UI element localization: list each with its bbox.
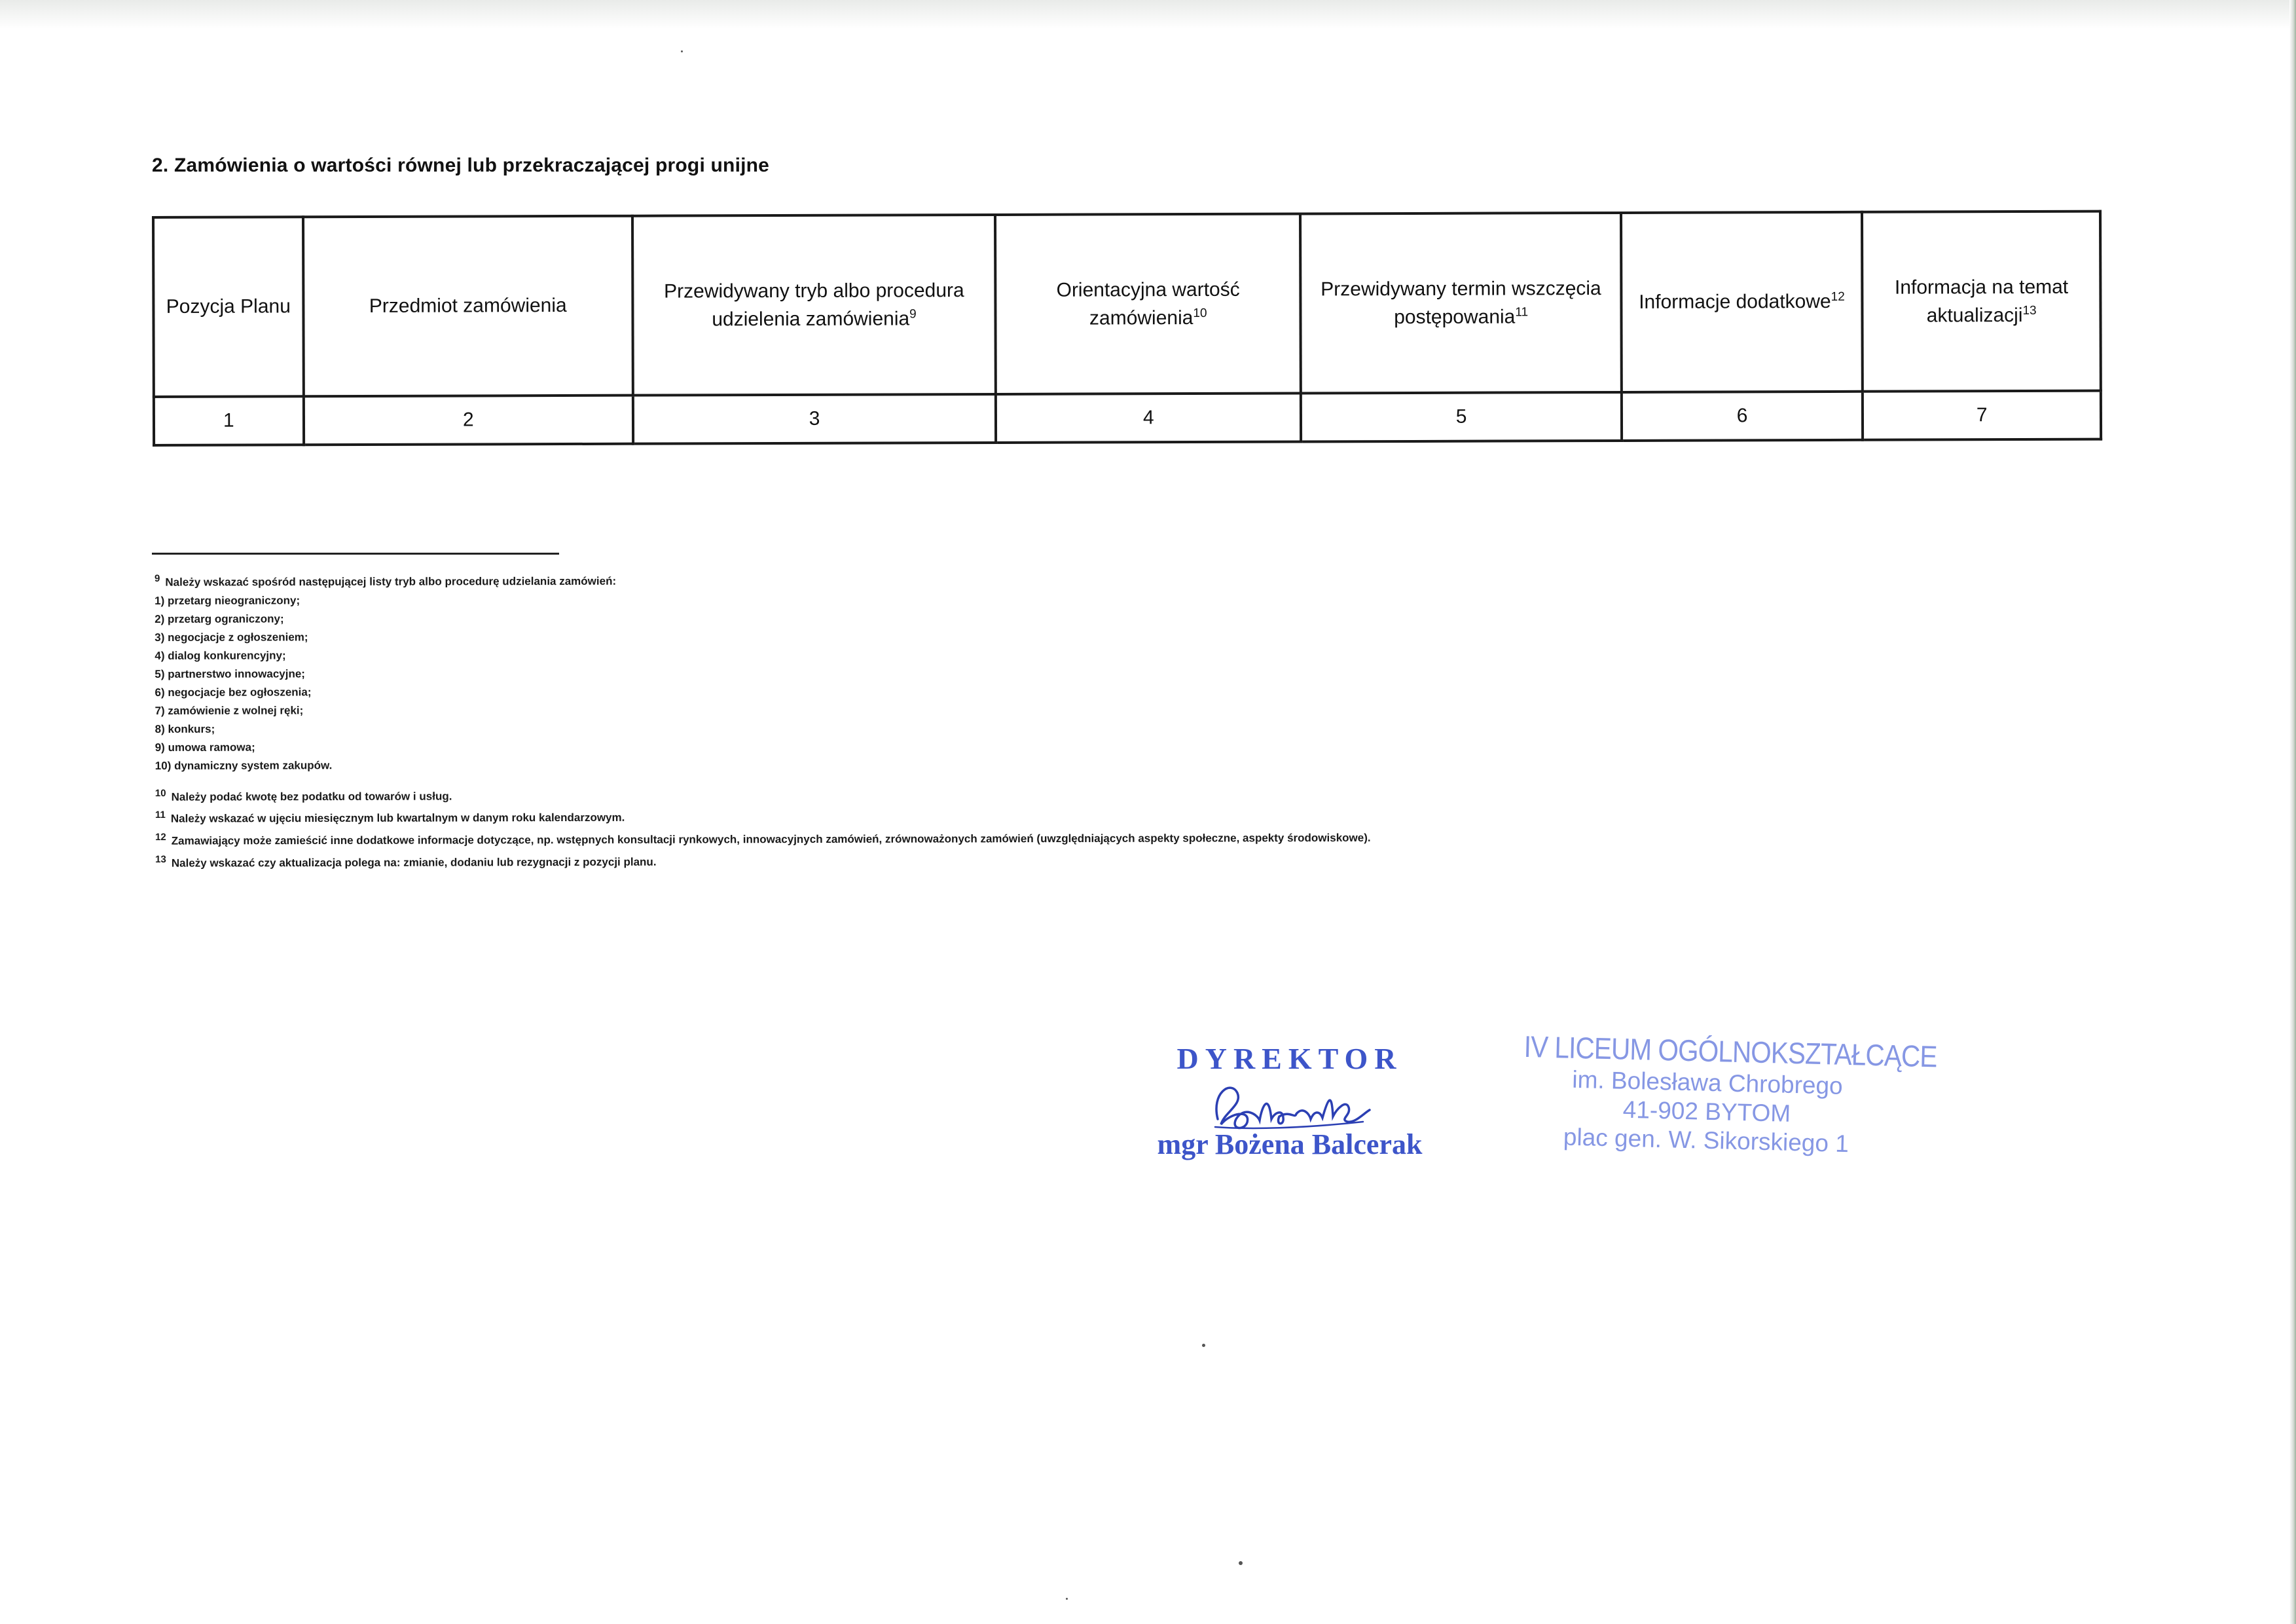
scan-speck: [681, 50, 683, 52]
list-item: 6) negocjacje bez ogłoszenia;: [155, 686, 312, 699]
list-item: 7) zamówienie z wolnej ręki;: [155, 704, 304, 717]
stamp-school-name: IV LICEUM OGÓLNOKSZTAŁCĄCE: [1523, 1029, 1938, 1074]
list-item: 10) dynamiczny system zakupów.: [155, 758, 333, 772]
list-item: 4) dialog konkurencyjny;: [155, 649, 286, 662]
scan-top-shadow: [0, 0, 2296, 29]
footnotes: [155, 566, 1371, 872]
column-number-cell: 2: [304, 396, 633, 445]
list-item: 3) negocjacje z ogłoszeniem;: [155, 631, 308, 644]
column-number-cell: 7: [1863, 391, 2101, 440]
director-name: mgr Bożena Balcerak: [1157, 1128, 1423, 1160]
footnote-10: $^{10}$ Należy podać kwotę bez podatku od towarów i usług.: [155, 787, 452, 803]
stamp-postal-city: 41-902 BYTOM: [1622, 1096, 1791, 1127]
footnote-ref-11: 11: [1515, 305, 1529, 320]
list-item: 9) umowa ramowa;: [155, 741, 255, 754]
header-position: Pozycja Planu: [153, 217, 304, 397]
footnote-ref-10: 10: [1193, 306, 1207, 321]
footnote-ref-12: 12: [1831, 290, 1845, 304]
list-item: 5) partnerstwo innowacyjne;: [155, 667, 305, 680]
header-additional-info: Informacje dodatkowe$^{12}$: [1621, 212, 1863, 392]
footnote-ref-13: 13: [2022, 303, 2037, 318]
column-number-cell: 1: [154, 396, 304, 445]
column-number-cell: 5: [1301, 392, 1622, 442]
section-title: 2. Zamówienia o wartości równej lub przekraczającej progi unijne: [152, 155, 770, 176]
director-title: DYREKTOR: [1176, 1042, 1403, 1075]
stamp-street: plac gen. W. Sikorskiego 1: [1563, 1123, 1850, 1158]
column-number-cell: 3: [633, 394, 996, 444]
director-signature-stamp: [1113, 1041, 1467, 1161]
header-start-date: Przewidywany termin wszczęcia postępowania$^{11}$: [1300, 213, 1621, 394]
scan-right-edge: [2289, 0, 2296, 1624]
header-subject: Przedmiot zamówienia: [303, 216, 633, 397]
handwritten-signature: [1192, 1073, 1388, 1136]
list-item: 1) przetarg nieograniczony;: [155, 594, 301, 607]
list-item: 8) konkurs;: [155, 722, 215, 735]
column-number-cell: 4: [996, 393, 1302, 442]
table-row: [154, 391, 2101, 445]
header-procedure: Przewidywany tryb albo procedura udzielenia zamówienia$^9$: [632, 215, 996, 396]
header-update-info: Informacja na temat aktualizacji$^{13}$: [1862, 212, 2100, 392]
table-header-row: [153, 212, 2101, 397]
stamp-patron: im. Bolesława Chrobrego: [1571, 1065, 1844, 1099]
procedure-list: [155, 589, 1370, 775]
scan-speck: [1202, 1344, 1205, 1347]
header-estimated-value: Orientacyjna wartość zamówienia$^{10}$: [995, 213, 1301, 394]
footnote-9: $^9$ Należy wskazać spośród następującej listy tryb albo procedurę udzielania zamówień: 1) przetarg nieograniczony; 2) przetarg ograniczony; 3) negocjacje z ogłoszeniem; 4) dialog konkurencyjny; 5) partnerstwo innowacyjne; 6) negocjacje bez ogłoszenia; 7) zamówienie z wolnej ręki; 8) konkurs; 9) umowa ramowa; 10) dynamiczny system zakupów.: [155, 566, 1370, 775]
column-number-cell: 6: [1622, 392, 1863, 441]
footnote-13: $^{13}$ Należy wskazać czy aktualizacja polega na: zmianie, dodaniu lub rezygnacji z pozycji planu.: [155, 853, 657, 870]
procurement-plan-table: [152, 210, 2102, 447]
list-item: 2) przetarg ograniczony;: [155, 612, 284, 625]
footnote-separator: [152, 553, 559, 555]
scan-speck: [1066, 1598, 1068, 1600]
school-stamp: [1496, 1028, 1938, 1160]
footnote-ref-9: 9: [909, 307, 917, 322]
scan-speck: [1239, 1561, 1243, 1565]
footnote-11: $^{11}$ Należy wskazać w ujęciu miesięcznym lub kwartalnym w danym roku kalendarzowym.: [155, 809, 625, 825]
footnote-12: $^{12}$ Zamawiający może zamieścić inne dodatkowe informacje dotyczące, np. wstępnych konsultacji rynkowych, innowacyjnych zamówień, zrównoważonych zamówień (uwzględniających aspekty społeczne, aspekty środowiskowe).: [155, 831, 1371, 847]
